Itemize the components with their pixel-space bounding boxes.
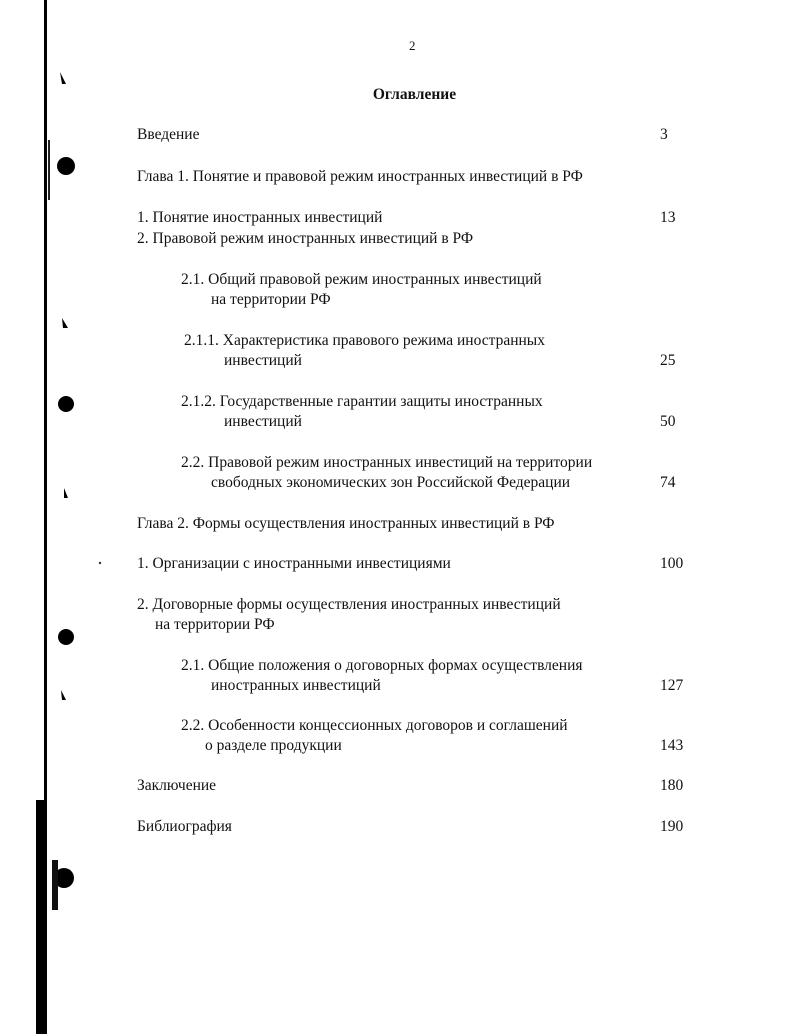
toc-s2-1-1-line2: инвестиций: [224, 352, 302, 369]
toc-chapter2: Глава 2. Формы осуществления иностранных инвестиций в РФ: [137, 515, 555, 532]
toc-s2-1-line1: 2.1. Общий правовой режим иностранных инвестиций: [181, 271, 542, 288]
toc-c2-s2-2-page: 143: [660, 737, 684, 754]
toc-c2-s2-2-line1: 2.2. Особенности концессионных договоров и соглашений: [181, 717, 568, 734]
toc-bibliography-label: Библиография: [137, 818, 232, 835]
toc-s2-1-1-page: 25: [660, 352, 676, 369]
toc-s2-label: 2. Правовой режим иностранных инвестиций в РФ: [137, 230, 474, 247]
toc-s2-1-2-line2: инвестиций: [224, 413, 302, 430]
toc-conclusion-label: Заключение: [137, 777, 217, 794]
toc-c2-s2-1-page: 127: [660, 677, 684, 694]
toc-s2-2-page: 74: [660, 474, 676, 491]
toc-s1-page: 13: [660, 209, 676, 226]
toc-chapter1: Глава 1. Понятие и правовой режим иностранных инвестиций в РФ: [137, 168, 583, 185]
toc-c2-s2-1-line2: иностранных инвестиций: [211, 677, 381, 694]
toc-c2-s2-1-line1: 2.1. Общие положения о договорных формах осуществления: [181, 657, 583, 674]
toc-s1-label: 1. Понятие иностранных инвестиций: [137, 209, 383, 226]
toc-bibliography-page: 190: [660, 818, 684, 835]
page-title: Оглавление: [372, 86, 457, 103]
toc-s2-2-line1: 2.2. Правовой режим иностранных инвестиций на территории: [181, 454, 593, 471]
toc-intro-page: 3: [660, 126, 668, 143]
toc-s2-1-line2: на территории РФ: [211, 291, 331, 308]
toc-c2-s2-line1: 2. Договорные формы осуществления иностранных инвестиций: [137, 596, 561, 613]
page-number: 2: [409, 38, 416, 53]
toc-s2-2-line2: свободных экономических зон Российской Федерации: [211, 474, 571, 491]
toc-s2-1-1-line1: 2.1.1. Характеристика правового режима иностранных: [184, 332, 545, 349]
toc-conclusion-page: 180: [660, 777, 684, 794]
toc-intro-label: Введение: [137, 126, 200, 143]
toc-s2-1-2-line1: 2.1.2. Государственные гарантии защиты иностранных: [181, 393, 543, 410]
toc-c2-s2-line2: на территории РФ: [155, 616, 275, 633]
toc-c2-s1-page: 100: [660, 555, 684, 572]
toc-c2-s1-label: 1. Организации с иностранными инвестициями: [137, 555, 451, 572]
toc-c2-s2-2-line2: о разделе продукции: [205, 737, 342, 754]
toc-s2-1-2-page: 50: [660, 413, 676, 430]
